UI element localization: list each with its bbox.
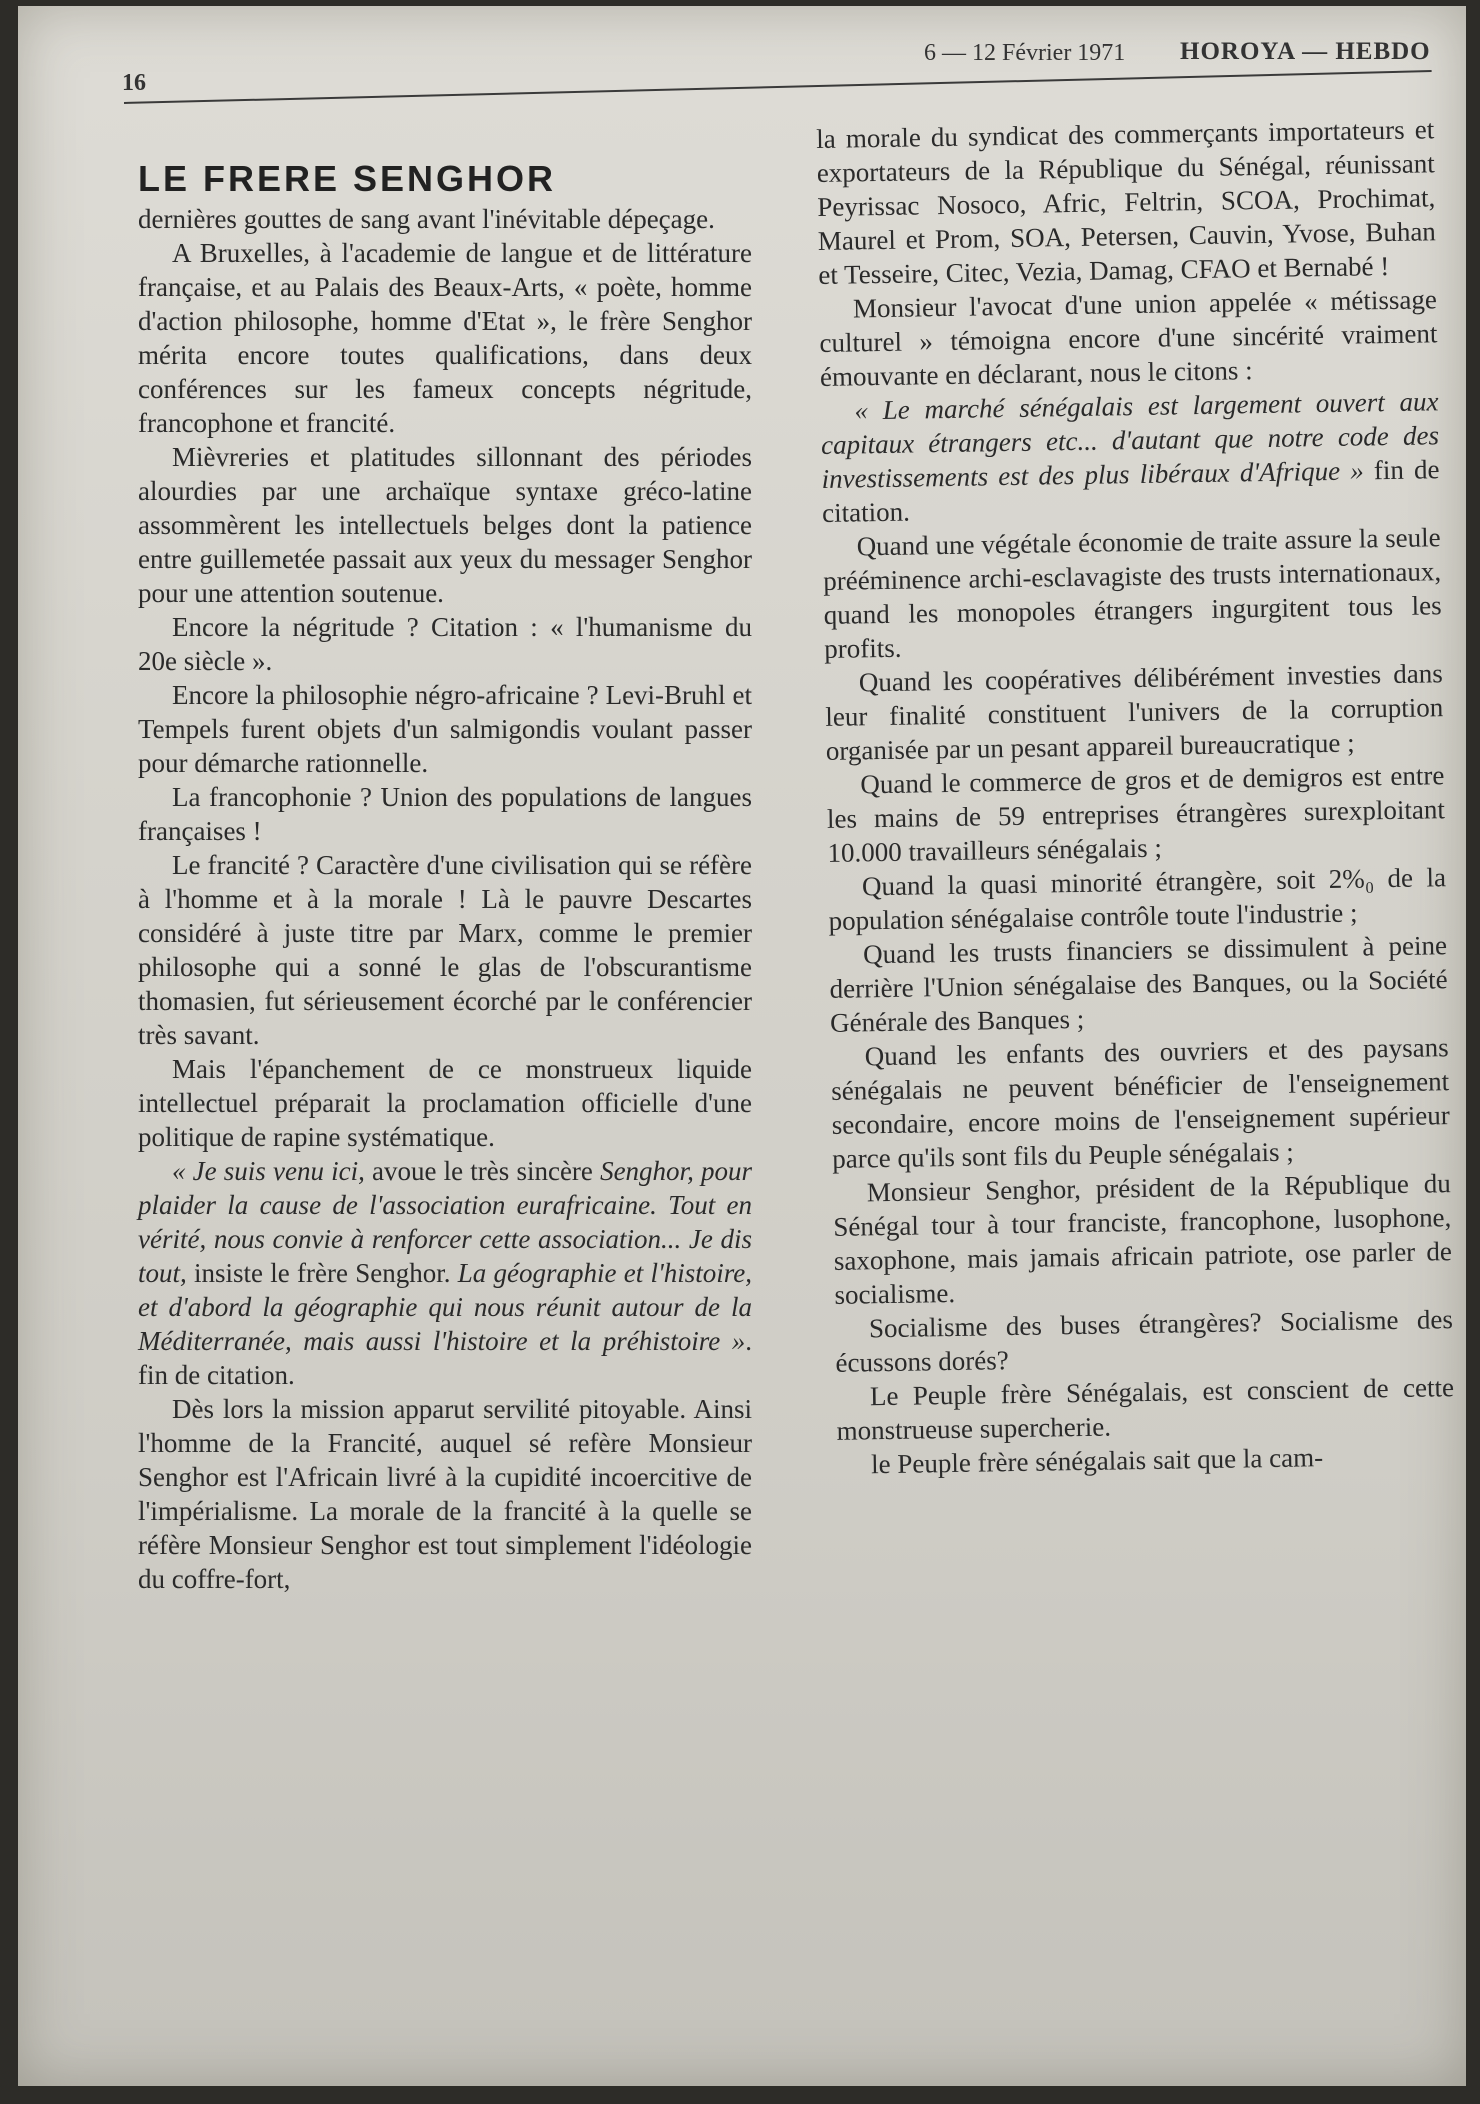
right-column: [816, 112, 1455, 1482]
paragraph: Le francité ? Caractère d'une civilisation qui se réfère à l'homme et à la morale ! Là le pauvre Descartes considéré à juste titre par Marx, comme le premier philosophe qui a sonné le glas de l'obscurantisme thomasien, fut sérieusement écorché par le conférencier très savant.: [138, 850, 752, 1050]
paragraph: Monsieur l'avocat d'une union appelée « métissage culturel » témoigna encore d'une sincérité vraiment émouvante en déclarant, nous le citons :: [819, 284, 1438, 392]
quote-text: La géographie et l'histoire, et d'abord la géographie qui nous réunit autour de la Méditerranée, mais aussi l'histoire et la préhistoire »: [138, 1258, 752, 1356]
header-rule: [124, 70, 1432, 104]
paragraph: Encore la philosophie négro-africaine ? Levi-Bruhl et Tempels furent objets d'un salmigondis voulant passer pour démarche rationnelle.: [138, 680, 752, 778]
paragraph: Mais l'épanchement de ce monstrueux liquide intellectuel préparait la proclamation officielle d'une politique de rapine systématique.: [138, 1054, 752, 1152]
paragraph: Quand une végétale économie de traite assure la seule prééminence archi-esclavagiste des trusts internationaux, quand les monopoles étrangers ingurgitent tous les profits.: [822, 522, 1442, 664]
page-number: 16: [122, 70, 146, 96]
paragraph-text: insiste le frère Senghor.: [186, 1258, 458, 1288]
quoted-paragraph: [820, 384, 1440, 530]
paragraph: A Bruxelles, à l'academie de langue et de littérature française, et au Palais des Beaux-Arts, « poète, homme d'action philosophe, homme d'Etat », le frère Senghor mérita encore toutes qualifications, dans deux conférences sur les fameux concepts négritude, francophone et francité.: [138, 238, 752, 438]
paragraph: Quand les enfants des ouvriers et des paysans sénégalais ne peuvent bénéficier de l'enseignement secondaire, encore moins de l'enseignement supérieur parce qu'ils sont fils du Peuple sénégalais ;: [830, 1032, 1450, 1174]
quote-text: « Je suis venu ici,: [172, 1156, 365, 1186]
article-title: LE FRERE SENGHOR: [138, 158, 557, 199]
quote-text: « Le marché sénégalais est largement ouvert aux capitaux étrangers etc... d'autant que notre code des investissements est des plus libéraux d'Afrique »: [820, 386, 1440, 494]
paragraph: la morale du syndicat des commerçants importateurs et exportateurs de la République du Sénégal, réunissant Peyrissac Nosoco, Afric, Feltrin, SCOA, Prochimat, Maurel et Prom, SOA, Petersen, Cauvin, Yvose, Buhan et Tesseire, Citec, Vezia, Damag, CFAO et Bernabé !: [816, 114, 1437, 290]
paragraph: Le Peuple frère Sénégalais, est conscient de cette monstrueuse supercherie.: [836, 1372, 1455, 1446]
paragraph: Dès lors la mission apparut servilité pitoyable. Ainsi l'homme de la Francité, auquel sé refère Monsieur Senghor est l'Africain livré à la cupidité incoercitive de l'impérialisme. La morale de la francité à la quelle se réfère Monsieur Senghor est tout simplement l'idéologie du coffre-fort,: [138, 1394, 752, 1594]
paragraph: La francophonie ? Union des populations de langues françaises !: [138, 782, 752, 846]
newspaper-page: [18, 6, 1466, 2086]
publication-name: HOROYA — HEBDO: [1180, 38, 1431, 65]
left-column: [138, 156, 752, 1596]
paragraph-text: avoue le très sincère: [364, 1156, 601, 1186]
paragraph: Quand le commerce de gros et de demigros est entre les mains de 59 entreprises étrangères surexploitant 10.000 travailleurs sénégalais ;: [826, 760, 1446, 868]
quote-text: Senghor, pour plaider la cause de l'association eurafricaine. Tout en vérité, nous convie à renforcer cette association... Je dis tout,: [138, 1156, 752, 1288]
paragraph: le Peuple frère sénégalais sait que la cam-: [870, 1442, 1324, 1480]
paragraph: Monsieur Senghor, président de la République du Sénégal tour à tour franciste, francophone, lusophone, saxophone, mais jamais africain patriote, ose parler de socialisme.: [833, 1168, 1453, 1310]
issue-dates: 6 — 12 Février 1971: [924, 40, 1126, 66]
paragraph: Quand la quasi minorité étrangère, soit 2%₀ de la population sénégalaise contrôle toute l'industrie ;: [828, 862, 1447, 936]
paragraph: Quand les coopératives délibérément investies dans leur finalité constituent l'univers de la corruption organisée par un pesant appareil bureaucratique ;: [825, 658, 1444, 766]
paragraph: Mièvreries et platitudes sillonnant des périodes alourdies par une archaïque syntaxe gréco-latine assommèrent les intellectuels belges dont la patience entre guillemetée passait aux yeux du messager Senghor pour une attention soutenue.: [138, 442, 752, 608]
paragraph: Socialisme des buses étrangères? Socialisme des écussons dorés?: [835, 1304, 1454, 1378]
paragraph: dernières gouttes de sang avant l'inévitable dépeçage.: [138, 204, 715, 234]
paragraph: Encore la négritude ? Citation : « l'humanisme du 20e siècle ».: [138, 612, 752, 676]
quoted-paragraph: [138, 1154, 752, 1392]
paragraph: Quand les trusts financiers se dissimulent à peine derrière l'Union sénégalaise des Banques, ou la Société Générale des Banques ;: [829, 930, 1448, 1038]
paragraph-text: fin de citation.: [821, 454, 1440, 528]
paragraph-text: . fin de citation.: [138, 1326, 752, 1390]
